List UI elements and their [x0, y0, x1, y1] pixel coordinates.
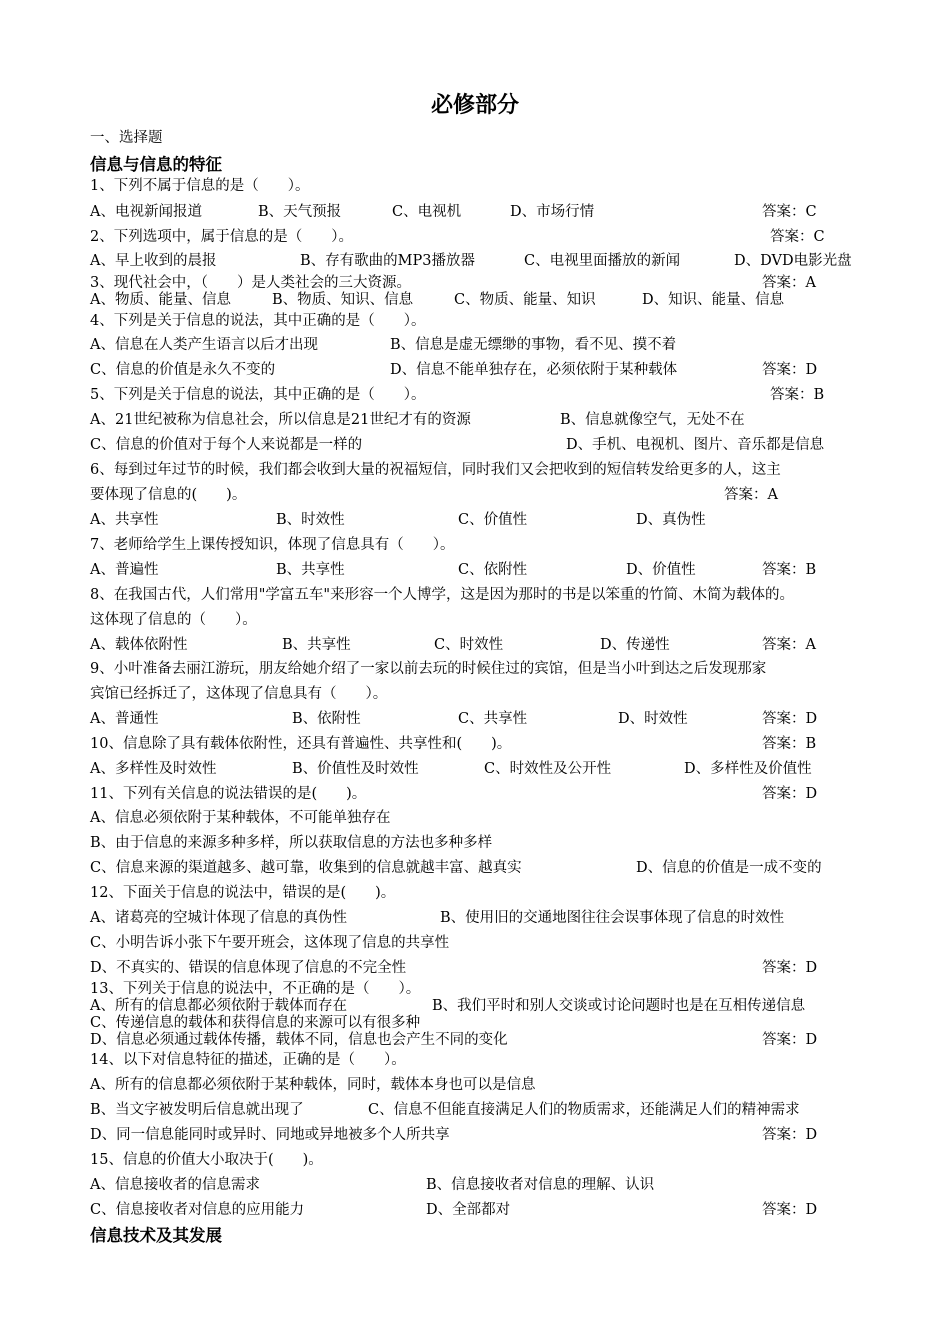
line-text: C、电视机: [392, 204, 462, 220]
line-text: C、时效性及公开性: [484, 761, 612, 777]
line-text: A、信息必须依附于某种载体，不可能单独存在: [90, 810, 391, 826]
line-text: 3、现代社会中，（ ）是人类社会的三大资源。: [90, 275, 411, 291]
answer-text: 答案：B: [762, 562, 817, 578]
line-text: 14、以下对信息特征的描述，正确的是（ ）。: [90, 1052, 406, 1068]
line-text: B、天气预报: [258, 204, 342, 220]
answer-text: 答案：A: [762, 275, 816, 291]
answer-text: 答案：A: [724, 487, 778, 503]
line-text: C、价值性: [458, 512, 528, 528]
line-text: C、信息的价值对于每个人来说都是一样的: [90, 437, 363, 453]
line-text: A、普通性: [90, 711, 159, 727]
section-heading: 信息技术及其发展: [90, 1226, 222, 1245]
line-text: A、诸葛亮的空城计体现了信息的真伪性: [90, 910, 347, 926]
line-text: B、使用旧的交通地图往往会误事体现了信息的时效性: [440, 910, 785, 926]
line-text: C、物质、能量、知识: [454, 292, 596, 308]
line-text: C、信息来源的渠道越多、越可靠，收集到的信息就越丰富、越真实: [90, 860, 522, 876]
line-text: D、知识、能量、信息: [642, 292, 785, 308]
line-text: B、由于信息的来源多种多样，所以获取信息的方法也多种多样: [90, 835, 493, 851]
line-text: A、多样性及时效性: [90, 761, 217, 777]
line-text: 13、下列关于信息的说法中，不正确的是（ ）。: [90, 981, 421, 997]
answer-text: 答案：D: [762, 362, 818, 378]
line-text: D、真伪性: [636, 512, 706, 528]
line-text: 5、下列是关于信息的说法，其中正确的是（ ）。: [90, 387, 426, 403]
answer-text: 答案：B: [770, 387, 825, 403]
line-text: D、全部都对: [426, 1202, 511, 1218]
line-text: D、多样性及价值性: [684, 761, 812, 777]
line-text: B、共享性: [276, 562, 345, 578]
line-text: C、信息接收者对信息的应用能力: [90, 1202, 305, 1218]
line-text: B、物质、知识、信息: [272, 292, 414, 308]
line-text: B、信息是虚无缥缈的事物，看不见、摸不着: [390, 337, 677, 353]
line-text: C、小明告诉小张下午要开班会，这体现了信息的共享性: [90, 935, 450, 951]
line-text: D、DVD电影光盘: [734, 253, 852, 269]
line-text: A、信息在人类产生语言以后才出现: [90, 337, 318, 353]
line-text: B、我们平时和别人交谈或讨论问题时也是在互相传递信息: [432, 998, 806, 1014]
line-text: A、普遍性: [90, 562, 159, 578]
line-text: A、早上收到的晨报: [90, 253, 217, 269]
line-text: 宾馆已经拆迁了，这体现了信息具有（ ）。: [90, 686, 388, 702]
line-text: B、当文字被发明后信息就出现了: [90, 1102, 304, 1118]
line-text: A、共享性: [90, 512, 159, 528]
line-text: D、不真实的、错误的信息体现了信息的不完全性: [90, 960, 407, 976]
answer-text: 答案：A: [762, 637, 816, 653]
line-text: C、时效性: [434, 637, 504, 653]
line-text: D、信息的价值是一成不变的: [636, 860, 822, 876]
line-text: 8、在我国古代，人们常用"学富五车"来形容一个人博学，这是因为那时的书是以笨重的竹简、木简为载体的。: [90, 587, 795, 603]
line-text: B、价值性及时效性: [292, 761, 419, 777]
line-text: C、电视里面播放的新闻: [524, 253, 681, 269]
line-text: C、共享性: [458, 711, 528, 727]
page-title: 必修部分: [430, 93, 519, 118]
answer-text: 答案：D: [762, 1202, 818, 1218]
line-text: C、依附性: [458, 562, 528, 578]
line-text: B、时效性: [276, 512, 345, 528]
line-text: D、信息不能单独存在，必须依附于某种载体: [390, 362, 678, 378]
line-text: 10、信息除了具有载体依附性，还具有普遍性、共享性和( )。: [90, 736, 512, 752]
answer-text: 答案：D: [762, 786, 818, 802]
answer-text: 答案：B: [762, 736, 817, 752]
line-text: 要体现了信息的( )。: [90, 487, 247, 503]
line-text: A、电视新闻报道: [90, 204, 202, 220]
line-text: B、信息接收者对信息的理解、认识: [426, 1177, 655, 1193]
line-text: A、21世纪被称为信息社会，所以信息是21世纪才有的资源: [90, 412, 471, 428]
line-text: B、依附性: [292, 711, 361, 727]
line-text: 1、下列不属于信息的是（ ）。: [90, 178, 310, 194]
line-text: 12、下面关于信息的说法中，错误的是( )。: [90, 885, 396, 901]
line-text: A、物质、能量、信息: [90, 292, 231, 308]
answer-text: 答案：D: [762, 711, 818, 727]
line-text: 2、下列选项中，属于信息的是（ ）。: [90, 229, 353, 245]
line-text: B、共享性: [282, 637, 351, 653]
line-text: D、手机、电视机、图片、音乐都是信息: [566, 437, 825, 453]
answer-text: 答案：D: [762, 1032, 818, 1048]
line-text: C、传递信息的载体和获得信息的来源可以有很多种: [90, 1015, 421, 1031]
line-text: 7、老师给学生上课传授知识，体现了信息具有（ ）。: [90, 537, 455, 553]
answer-text: 答案：D: [762, 960, 818, 976]
line-text: A、信息接收者的信息需求: [90, 1177, 260, 1193]
line-text: D、信息必须通过载体传播，载体不同，信息也会产生不同的变化: [90, 1032, 508, 1048]
line-text: D、同一信息能同时或异时、同地或异地被多个人所共享: [90, 1127, 450, 1143]
line-text: C、信息的价值是永久不变的: [90, 362, 276, 378]
line-text: 6、每到过年过节的时候，我们都会收到大量的祝福短信，同时我们又会把收到的短信转发给更多的人，这主: [90, 462, 781, 478]
line-text: A、载体依附性: [90, 637, 188, 653]
line-text: 4、下列是关于信息的说法，其中正确的是（ ）。: [90, 313, 426, 329]
answer-text: 答案：C: [762, 204, 817, 220]
line-text: A、所有的信息都必须依附于某种载体，同时，载体本身也可以是信息: [90, 1077, 536, 1093]
line-text: D、市场行情: [510, 204, 595, 220]
line-text: B、信息就像空气，无处不在: [560, 412, 745, 428]
line-text: D、时效性: [618, 711, 688, 727]
answer-text: 答案：D: [762, 1127, 818, 1143]
line-text: 9、小叶准备去丽江游玩，朋友给她介绍了一家以前去玩的时候住过的宾馆，但是当小叶到达之后发现那家: [90, 661, 767, 677]
line-text: B、存有歌曲的MP3播放器: [300, 253, 475, 269]
line-text: A、所有的信息都必须依附于载体而存在: [90, 998, 347, 1014]
line-text: C、信息不但能直接满足人们的物质需求，还能满足人们的精神需求: [368, 1102, 800, 1118]
line-text: D、传递性: [600, 637, 670, 653]
answer-text: 答案：C: [770, 229, 825, 245]
part-heading: 一、选择题: [90, 130, 163, 146]
line-text: D、价值性: [626, 562, 696, 578]
line-text: 15、信息的价值大小取决于( )。: [90, 1152, 323, 1168]
line-text: 11、下列有关信息的说法错误的是( )。: [90, 786, 367, 802]
section-heading: 信息与信息的特征: [90, 155, 222, 174]
line-text: 这体现了信息的（ ）。: [90, 612, 257, 628]
